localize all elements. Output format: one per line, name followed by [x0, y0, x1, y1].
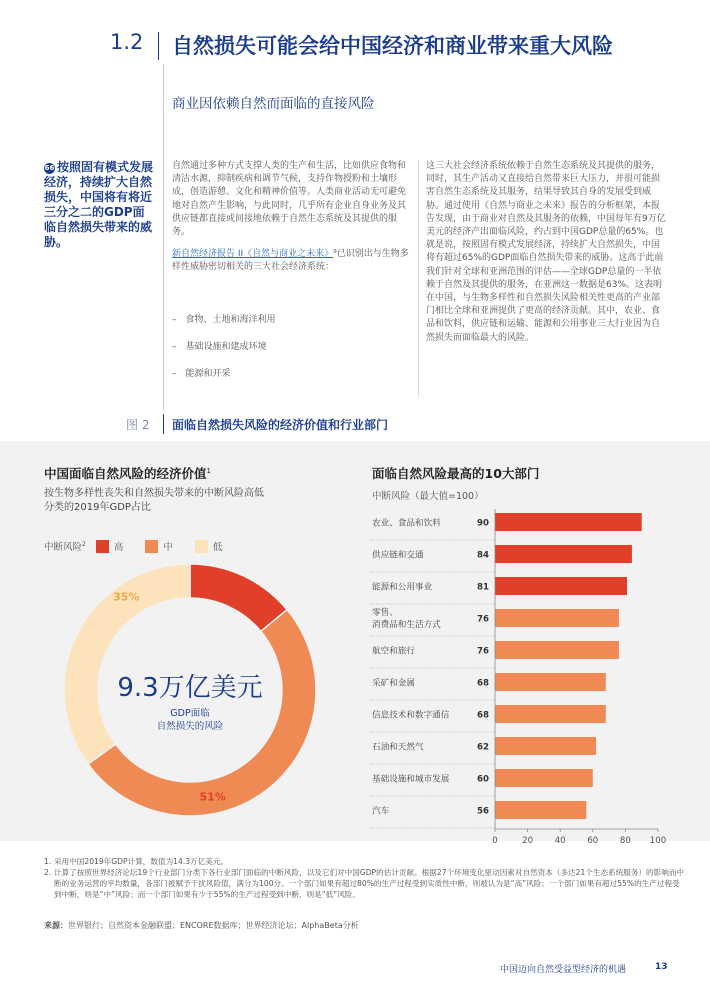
section-title: 自然损失可能会给中国经济和商业带来重大风险 — [172, 34, 613, 58]
bar — [495, 609, 619, 627]
slice-label-medium: 51% — [199, 790, 226, 804]
paragraph-text: ⁹已识别出与生物多样性威胁密切相关的三大社会经济系统： — [172, 249, 409, 273]
section-number: 1.2 — [110, 30, 144, 54]
donut-center-value: 9.3万亿美元 — [117, 673, 263, 703]
list-item: – 能源和开采 — [172, 369, 231, 379]
bar — [495, 737, 596, 755]
footnote-text: 采用中国2019年GDP计算，数值为14.3万亿美元。 — [54, 857, 229, 866]
x-tick-label: 80 — [619, 836, 631, 845]
source-text: 世界银行；自然资本金融联盟；ENCORE数据库；世界经济论坛；AlphaBeta分析 — [68, 921, 359, 930]
bar-category-label: 石油和天然气 — [372, 742, 424, 753]
bar-category-label: 消费品和生活方式 — [372, 620, 441, 630]
bar-value-label: 68 — [477, 678, 489, 689]
footnote — [44, 856, 684, 867]
bar-category-label: 零售、 — [372, 608, 398, 618]
legend-label-high: 高 — [113, 542, 124, 553]
x-tick-label: 0 — [492, 836, 498, 845]
bar — [495, 513, 642, 531]
bar-chart — [360, 505, 680, 845]
section-divider — [158, 32, 159, 60]
legend-title — [44, 539, 86, 553]
body-column-2: 这三大社会经济系统依赖于自然生态系统及其提供的服务，同时，其生产活动又直接给自然带来巨大压力，并很可能损害自然生态系统及其服务，结果导致其自身的发展受到威胁。通过使用《自然与商业之未来》报告的分析框架，本报告发现，由于商业对自然及其服务的依赖，中国每年有9万亿美元的经济产出面临风险，约占到中国GDP总量的65%。也就是说，按照固有模式发展经济，持续扩大自然损失，中国将有超过65%的GDP面临自然损失带来的威胁。这高于此前我们针对全球和亚洲范围的评估——全球GDP总量的一半依赖于自然及其提供的服务，在亚洲这一数据是63%。这表明在中国，与生物多样性和自然损失风险相关性更高的产业部门相比全球和亚洲提供了更高的经济贡献。其中，农业、食品和饮料，供应链和运输、能源和公用事业三大行业因为自然损失而面临最大的风险。 — [426, 161, 666, 343]
x-tick-label: 20 — [522, 836, 534, 845]
legend-swatch-medium — [145, 540, 158, 553]
footnotes — [44, 856, 684, 900]
bar-category-label: 采矿和金属 — [372, 678, 415, 689]
bar — [495, 577, 627, 595]
list-item: – 食物、土地和海洋利用 — [172, 315, 276, 325]
bar-value-label: 76 — [477, 614, 489, 625]
legend-label-medium: 中 — [163, 542, 173, 553]
report-link[interactable]: 新自然经济报告 II《自然与商业之未来》 — [172, 249, 334, 260]
body-column-1 — [172, 160, 410, 275]
bar — [495, 673, 606, 691]
source-label: 来源： — [44, 921, 68, 930]
bar — [495, 545, 632, 563]
donut-chart — [44, 556, 344, 826]
paragraph — [172, 248, 410, 274]
bar-value-label: 68 — [477, 710, 489, 721]
left-chart-title-text: 中国面临自然风险的经济价值 — [44, 466, 207, 481]
left-rule — [163, 64, 164, 410]
bar-value-label: 60 — [477, 774, 489, 785]
bar — [495, 705, 606, 723]
bar-value-label: 76 — [477, 646, 489, 657]
x-tick-label: 100 — [649, 836, 667, 845]
footnote-ref: 1 — [206, 466, 211, 475]
bar — [495, 769, 593, 787]
footnote — [44, 867, 684, 900]
legend-swatch-high — [96, 540, 109, 553]
bar — [495, 641, 619, 659]
bar-category-label: 信息技术和数字通信 — [372, 710, 450, 721]
footnote-number: 1. — [44, 857, 52, 866]
bar-category-label: 汽车 — [372, 806, 390, 817]
left-chart-subtitle: 按生物多样性丧失和自然损失带来的中断风险高低分类的2019年GDP占比 — [44, 488, 264, 513]
footnote-ref: 2 — [82, 540, 86, 548]
figure-label: 图 2 — [126, 418, 150, 432]
donut-center-caption: GDP面临 — [170, 708, 210, 719]
right-chart-title: 面临自然风险最高的10大部门 — [372, 466, 540, 481]
slice-label-low: 35% — [113, 590, 140, 604]
bar-value-label: 56 — [477, 806, 489, 817]
bar-category-label: 航空和旅行 — [372, 646, 415, 657]
bar-value-label: 84 — [477, 550, 489, 561]
figure-divider — [163, 414, 164, 434]
bar — [495, 801, 586, 819]
left-chart-title — [44, 464, 211, 482]
source-line — [44, 920, 359, 931]
bar-category-label: 农业、食品和饮料 — [372, 518, 441, 529]
footer-title: 中国迈向自然受益型经济的机遇 — [500, 965, 627, 975]
legend — [44, 539, 222, 553]
bar-value-label: 62 — [477, 742, 489, 753]
footnote-text: 计算了按照世界经济论坛19个行业部门分类下各行业部门面临的中断风险，以及它们对中国GDP的估计贡献。根据27个环境变化驱动因素对自然资本（多达21个生态系统服务）的影响而中断的业务运营的平均数量，各部门被赋予干扰风险值，满分为100分。一个部门如果有超过80%的生产过程受到实质性中断，则被认为是“高”风险；一个部门如果有超过55%的生产过程受到中断，则是“中”风险；而一个部门如果有少于55%的生产过程受到中断，则是“低”风险。 — [54, 868, 685, 899]
donut-center-caption: 自然损失的风险 — [156, 721, 224, 732]
pull-quote-text: 按照固有模式发展经济，持续扩大自然损失，中国将有将近三分之二的GDP面临自然损失带来的威胁。 — [44, 160, 154, 249]
slice-label-high: 14% — [236, 600, 264, 614]
bar-category-label: 基础设施和城市发展 — [372, 774, 450, 785]
page-number: 13 — [655, 962, 668, 972]
legend-title-text: 中断风险 — [44, 542, 83, 553]
legend-label-low: 低 — [212, 542, 223, 553]
bar-value-label: 81 — [477, 582, 489, 593]
quote-icon: 66 — [44, 164, 55, 172]
footnote-number: 2. — [44, 868, 52, 877]
list-item: – 基础设施和建成环境 — [172, 342, 267, 352]
x-tick-label: 40 — [554, 836, 566, 845]
subheading: 商业因依赖自然而面临的直接风险 — [172, 96, 375, 112]
bar-value-label: 90 — [477, 518, 489, 529]
right-chart-subtitle: 中断风险（最大值=100） — [372, 491, 484, 502]
bar-category-label: 能源和公用事业 — [372, 582, 433, 593]
paragraph: 自然通过多种方式支撑人类的生产和生活，比如供应食物和清洁水源，抑制疾病和调节气候，支持作物授粉和土壤形成，创造游憩、文化和精神价值等。人类商业活动无可避免地对自然产生影响，与此同时，几乎所有企业自身业务及其供应链都直接或间接地依赖于自然生态系统及其提供的服务。 — [172, 161, 407, 238]
column-divider — [418, 160, 419, 396]
legend-swatch-low — [195, 540, 208, 553]
pull-quote — [44, 160, 156, 250]
x-tick-label: 60 — [587, 836, 599, 845]
bar-category-label: 供应链和交通 — [372, 550, 424, 561]
figure-title: 面临自然损失风险的经济价值和行业部门 — [172, 418, 389, 432]
